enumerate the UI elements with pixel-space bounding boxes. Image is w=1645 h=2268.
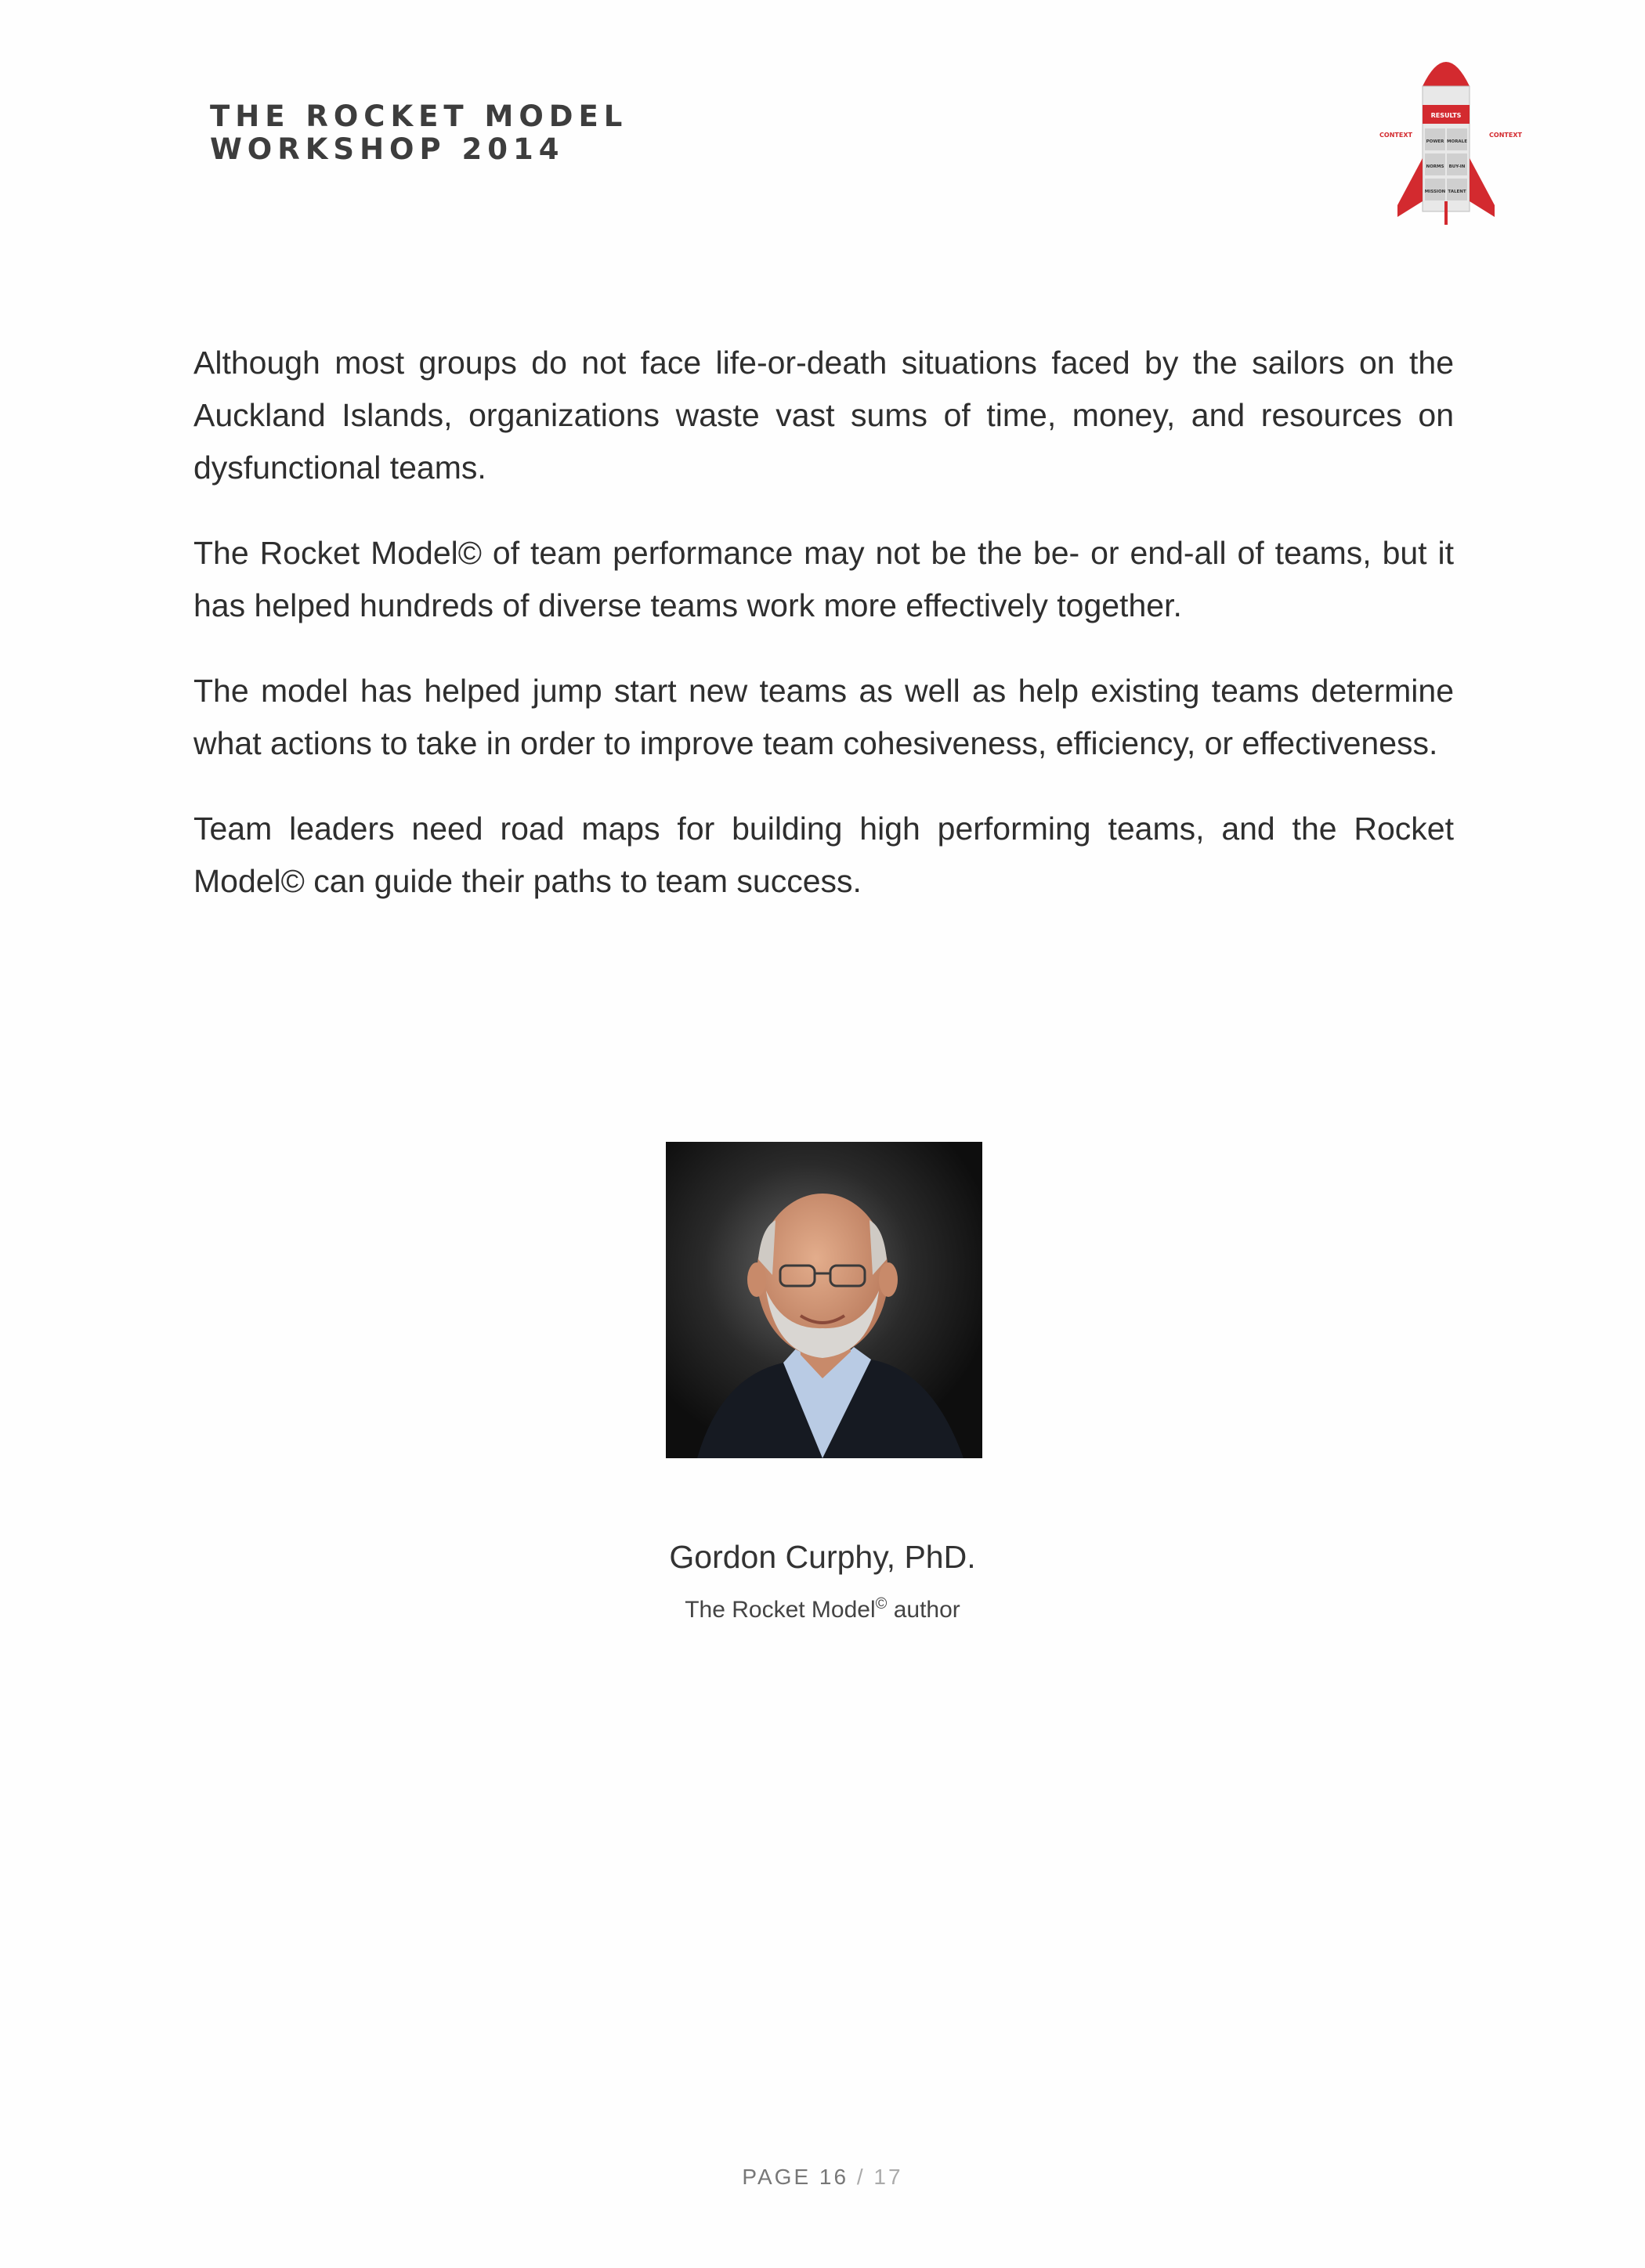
- logo-cell-mission: MISSION: [1424, 190, 1446, 194]
- page-current: 16: [819, 2165, 849, 2189]
- author-role: [0, 1587, 1645, 1627]
- title-line-2: WORKSHOP 2014: [210, 132, 565, 166]
- page-separator: /: [856, 2165, 866, 2189]
- logo-cell-buy-in: BUY-IN: [1448, 164, 1466, 169]
- paragraph-4: Team leaders need road maps for building high performing teams, and the Rocket Model© can guide their paths to team success.: [193, 811, 1454, 899]
- title-line-1: THE ROCKET MODEL: [210, 99, 628, 133]
- paragraph-3: The model has helped jump start new teams as well as help existing teams determine what actions to take in order to improve team cohesiveness, efficiency, or effectiveness.: [193, 673, 1454, 761]
- page-total: 17: [873, 2165, 903, 2189]
- portrait-illustration: [666, 1142, 982, 1458]
- page-number: [0, 2165, 1645, 2190]
- paragraph-1: Although most groups do not face life-or-death situations faced by the sailors on the Auckland Islands, organizations waste vast sums of time, money, and resources on dysfunctional teams.: [193, 345, 1454, 486]
- paragraph-2: The Rocket Model© of team performance may not be the be- or end-all of teams, but it has helped hundreds of diverse teams work more effectively together.: [193, 535, 1454, 623]
- author-portrait: [666, 1142, 982, 1458]
- page-label: PAGE: [742, 2165, 812, 2189]
- body-text: [193, 337, 1454, 941]
- logo-results-label: RESULTS: [1430, 112, 1462, 119]
- logo-cell-morale: MORALE: [1447, 139, 1467, 144]
- logo-context-left: CONTEXT: [1379, 132, 1412, 139]
- author-name: Gordon Curphy, PhD.: [669, 1539, 976, 1575]
- logo-cell-talent: TALENT: [1448, 190, 1466, 194]
- author-role-suffix: author: [887, 1597, 960, 1623]
- logo-context-right: CONTEXT: [1489, 132, 1522, 139]
- logo-cell-norms: NORMS: [1426, 164, 1444, 169]
- logo-cell-power: POWER: [1426, 139, 1444, 144]
- copyright-mark: ©: [875, 1595, 888, 1613]
- author-role-prefix: The Rocket Model: [685, 1597, 876, 1623]
- document-title: [210, 100, 627, 166]
- rocket-model-icon: [1376, 41, 1522, 229]
